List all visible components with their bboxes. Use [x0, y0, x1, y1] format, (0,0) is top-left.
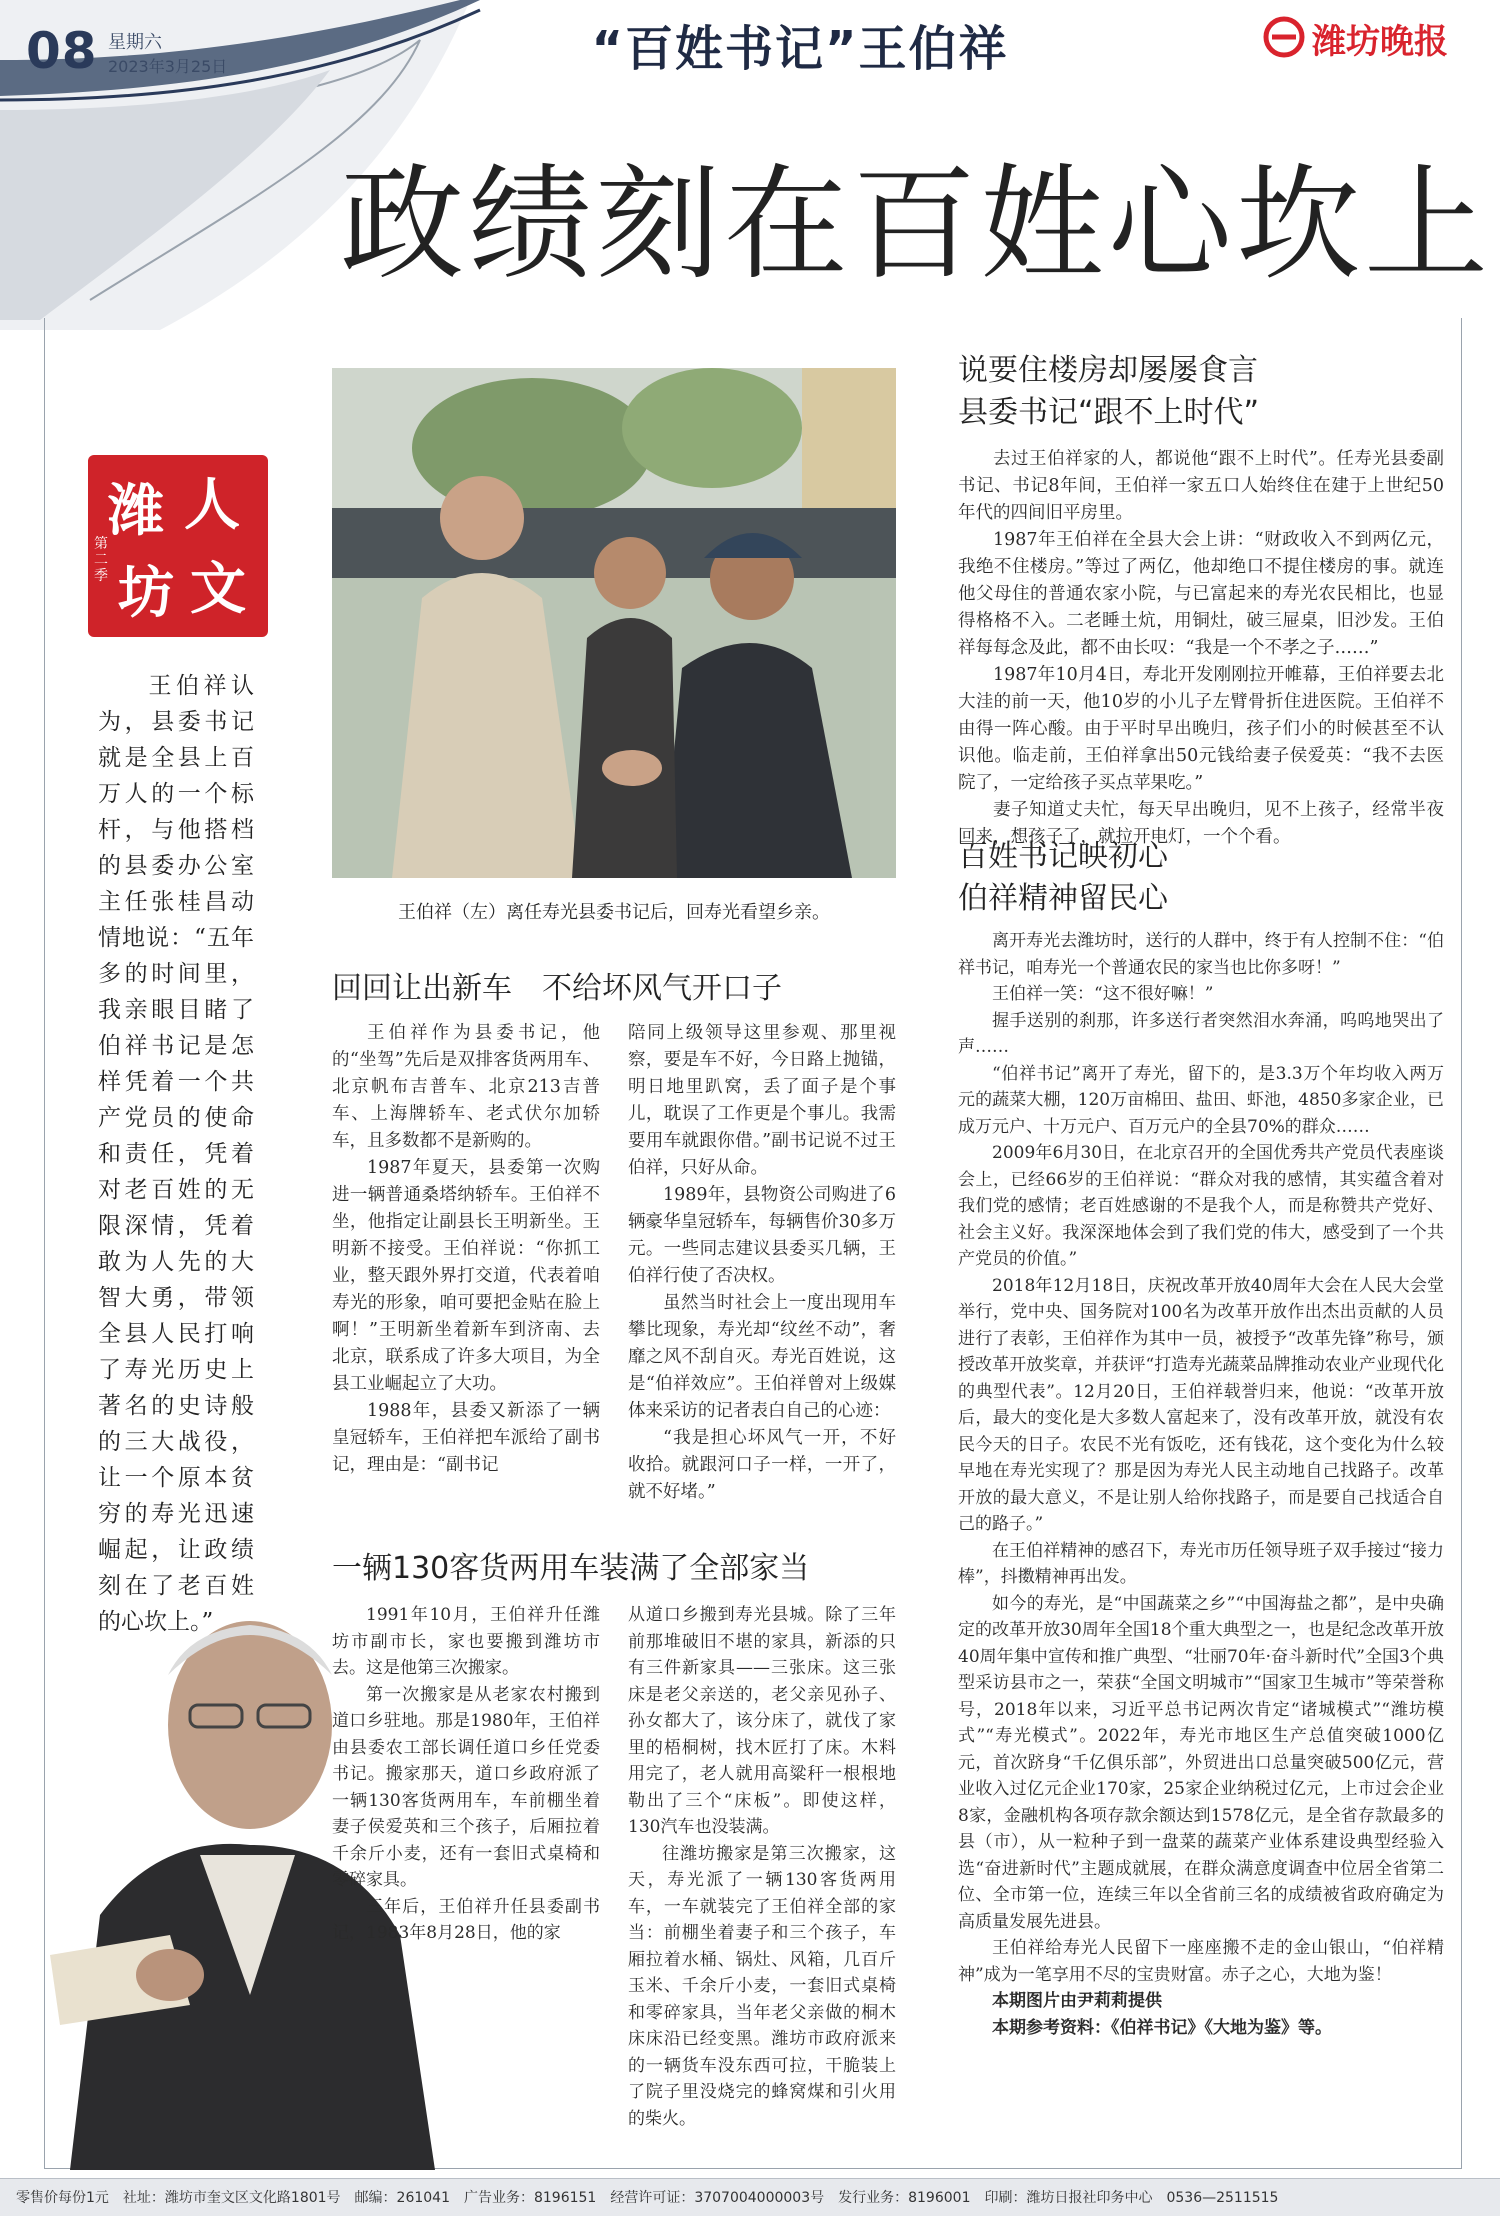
paragraph: “伯祥书记”离开了寿光，留下的，是3.3万个年均收入两万元的蔬菜大棚，120万亩棉田、盐田、虾池，4850多家企业，已成万元户、十万元户、百万元户的全县70%的群众……	[958, 1063, 1444, 1137]
section4-title-line2: 伯祥精神留民心	[958, 881, 1168, 916]
side-quote-text: 王伯祥认为，县委书记就是全县上百万人的一个标杆，与他搭档的县委办公室主任张桂昌动情地说：“五年多的时间里，我亲眼目睹了伯祥书记是怎样凭着一个共产党员的使命和责任，凭着对老百姓的无限深情，凭着敢为人先的大智大勇，带领全县人民打响了寿光历史上著名的史诗般的三大战役，让一个原本贫穷的寿光迅速崛起，让政绩刻在了老百姓的心坎上。”	[98, 673, 254, 1635]
section1-col2	[628, 1020, 896, 1506]
badge-season-label: 第二季	[94, 536, 108, 584]
paragraph: 1988年，县委又新添了一辆皇冠轿车，王伯祥把车派给了副书记，理由是：“副书记	[332, 1401, 600, 1475]
section2-col1	[332, 1602, 600, 1947]
badge-char-4: 文	[190, 556, 246, 622]
paragraph: 在王伯祥精神的感召下，寿光市历任领导班子双手接过“接力棒”，抖擞精神再出发。	[958, 1540, 1444, 1587]
publication-date: 2023年3月25日	[108, 57, 228, 76]
main-photo	[332, 368, 896, 878]
paragraph: 从道口乡搬到寿光县城。除了三年前那堆破旧不堪的家具，新添的只有三件新家具——三张床。这三张床是老父亲送的，老父亲见孙子、孙女都大了，该分床了，就伐了家里的梧桐树，找木匠打了床。木料用完了，老人就用高粱秆一根根地勒出了三个“床板”。即使这样，130汽车也没装满。	[628, 1605, 896, 1837]
paragraph: 如今的寿光，是“中国蔬菜之乡”“中国海盐之都”，是中央确定的改革开放30周年全国18个重大典型之一，也是纪念改革开放40周年集中宣传和推广典型、“壮丽70年·奋斗新时代”全国3个典型采访县市之一，荣获“全国文明城市”“国家卫生城市”等荣誉称号，2018年以来，习近平总书记两次肯定“诸城模式”“潍坊模式”“寿光模式”。2022年，寿光市地区生产总值突破1000亿元，首次跻身“千亿俱乐部”，外贸进出口总量突破500亿元，营业收入过亿元企业170家，25家企业纳税过亿元，上市过会企业8家，金融机构各项存款余额达到1578亿元，是全省存款最多的县（市），从一粒种子到一盘菜的蔬菜产业体系建设典型经验入选“奋进新时代”主题成就展，在群众满意度调查中位居全省第二位、全市第一位，连续三年以全省前三名的成绩被省政府确定为高质量发展先进县。	[958, 1593, 1444, 1932]
paragraph: 1987年10月4日，寿北开发刚刚拉开帷幕，王伯祥要去北大洼的前一天，他10岁的小儿子左臂骨折住进医院。王伯祥不由得一阵心酸。由于平时早出晚归，孩子们小的时候甚至不认识他。临走前，王伯祥拿出50元钱给妻子侯爱英：“我不去医院了，一定给孩子买点苹果吃。”	[958, 665, 1444, 793]
paragraph: 握手送别的刹那，许多送行者突然泪水奔涌，呜呜地哭出了声……	[958, 1010, 1444, 1057]
credits-images: 本期图片由尹莉莉提供	[992, 1991, 1162, 2011]
paragraph: 去过王伯祥家的人，都说他“跟不上时代”。任寿光县委副书记、书记8年间，王伯祥一家五口人始终住在建于上世纪50年代的四间旧平房里。	[958, 449, 1444, 523]
paragraph: 往潍坊搬家是第三次搬家，这天，寿光派了一辆130客货两用车，一车就装完了王伯祥全部的家当：前棚坐着妻子和三个孩子，车厢拉着水桶、锅灶、风箱，几百斤玉米、千余斤小麦，一套旧式桌椅和零碎家具，当年老父亲做的桐木床床沿已经变黑。潍坊市政府派来的一辆货车没东西可拉，干脆装上了院子里没烧完的蜂窝煤和引火用的柴火。	[628, 1843, 896, 2129]
section4-body	[958, 928, 1444, 2041]
paragraph: 离开寿光去潍坊时，送行的人群中，终于有人控制不住：“伯祥书记，咱寿光一个普通农民的家当也比你多呀！”	[958, 931, 1444, 978]
headline: 政绩刻在百姓心坎上	[340, 153, 1493, 297]
paragraph: 陪同上级领导这里参观、那里视察，要是车不好，今日路上抛锚，明日地里趴窝，丢了面子是个事儿，耽误了工作更是个事儿。我需要用车就跟你借。”副书记说不过王伯祥，只好从命。	[628, 1023, 896, 1178]
paragraph: 三年后，王伯祥升任县委副书记，1983年8月28日，他的家	[332, 1896, 600, 1943]
side-quote	[98, 668, 254, 1640]
paper-name: 潍坊晚报	[1312, 22, 1448, 62]
paragraph: 王伯祥给寿光人民留下一座座搬不走的金山银山，“伯祥精神”成为一笔享用不尽的宝贵财富。赤子之心，大地为鉴！	[958, 1938, 1444, 1985]
section4-title-line1: 百姓书记映初心	[958, 839, 1168, 874]
section3-body	[958, 446, 1444, 851]
paragraph: 2018年12月18日，庆祝改革开放40周年大会在人民大会堂举行，党中央、国务院对100名为改革开放作出杰出贡献的人员进行了表彰，王伯祥作为其中一员，被授予“改革先锋”称号，颁授改革开放奖章，并获评“打造寿光蔬菜品牌推动农业产业现代化的典型代表”。12月20日，王伯祥载誉归来，他说：“改革开放后，最大的变化是大多数人富起来了，没有改革开放，就没有农民今天的日子。农民不光有饭吃，还有钱花，这个变化为什么较早地在寿光实现了？那是因为寿光人民主动地自己找路子。改革开放的最大意义，不是让别人给你找路子，而是要自己找适合自己的路子。”	[958, 1275, 1444, 1534]
section3-title-line1: 说要住楼房却屡屡食言	[958, 353, 1258, 388]
paragraph: 虽然当时社会上一度出现用车攀比现象，寿光却“纹丝不动”，奢靡之风不刮自灭。寿光百姓说，这是“伯祥效应”。王伯祥曾对上级媒体来采访的记者表白自己的心迹：	[628, 1293, 896, 1421]
section2-title: 一辆130客货两用车装满了全部家当	[332, 1551, 810, 1586]
badge-char-2: 人	[184, 472, 240, 538]
page-number: 08	[26, 22, 98, 80]
paragraph: 王伯祥一笑：“这不很好嘛！”	[992, 984, 1214, 1004]
section3-title-line2: 县委书记“跟不上时代”	[958, 395, 1260, 430]
paragraph: 1991年10月，王伯祥升任潍坊市副市长，家也要搬到潍坊市去。这是他第三次搬家。	[332, 1605, 600, 1678]
paragraph: 妻子知道丈夫忙，每天早出晚归，见不上孩子，经常半夜回来，想孩子了，就拉开电灯，一个个看。	[958, 800, 1444, 847]
section1-title: 回回让出新车 不给坏风气开口子	[332, 971, 782, 1006]
paragraph: 王伯祥作为县委书记，他的“坐驾”先后是双排客货两用车、北京帆布吉普车、北京213吉普车、上海牌轿车、老式伏尔加轿车，且多数都不是新购的。	[332, 1023, 600, 1151]
paragraph: 1987年王伯祥在全县大会上讲：“财政收入不到两亿元，我绝不住楼房。”等过了两亿，他却绝口不提住楼房的事。就连他父母住的普通农家小院，与已富起来的寿光农民相比，也显得格格不入。二老睡土炕，用铜灶，破三屉桌，旧沙发。王伯祥每每念及此，都不由长叹：“我是一个不孝之子……”	[958, 530, 1444, 658]
paragraph: “我是担心坏风气一开，不好收拾。就跟河口子一样，一开了，就不好堵。”	[628, 1428, 896, 1502]
section2-col2	[628, 1602, 896, 2132]
page-header	[0, 0, 1500, 100]
badge-char-1: 潍	[108, 478, 164, 544]
paragraph: 第一次搬家是从老家农村搬到道口乡驻地。那是1980年，王伯祥由县委农工部长调任道口乡任党委书记。搬家那天，道口乡政府派了一辆130客货两用车，车前棚坐着妻子侯爱英和三个孩子，后厢拉着千余斤小麦，还有一套旧式桌椅和零碎家具。	[332, 1684, 600, 1890]
paragraph: 1987年夏天，县委第一次购进一辆普通桑塔纳轿车。王伯祥不坐，他指定让副县长王明新坐。王明新不接受。王伯祥说：“你抓工业，整天跟外界打交道，代表着咱寿光的形象，咱可要把金贴在脸上啊！”王明新坐着新车到济南、去北京，联系成了许多大项目，为全县工业崛起立了大功。	[332, 1158, 600, 1394]
series-title: “百姓书记”王伯祥	[591, 21, 1009, 77]
footer-info: 零售价每份1元 社址：潍坊市奎文区文化路1801号 邮编：261041 广告业务：8196151 经营许可证：3707004000003号 发行业务：8196001 印刷：潍坊日报社印务中心 0536—2511515	[16, 2190, 1279, 2206]
weekday: 星期六	[108, 32, 162, 53]
credits-references: 本期参考资料：《伯祥书记》《大地为鉴》等。	[992, 2017, 1332, 2038]
section1-col1	[332, 1020, 600, 1479]
main-photo-graphic	[332, 368, 896, 878]
paragraph: 1989年，县物资公司购进了6辆豪华皇冠轿车，每辆售价30多万元。一些同志建议县委买几辆，王伯祥行使了否决权。	[628, 1185, 896, 1286]
badge-char-3: 坊	[118, 560, 174, 626]
photo-caption: 王伯祥（左）离任寿光县委书记后，回寿光看望乡亲。	[398, 902, 830, 923]
paragraph: 2009年6月30日，在北京召开的全国优秀共产党员代表座谈会上，已经66岁的王伯祥说：“群众对我的感情，其实蕴含着对我们党的感情；老百姓感谢的不是我个人，而是称赞共产党好、社会主义好。我深深地体会到了我们党的伟大，感受到了一个共产党员的价值。”	[958, 1143, 1444, 1269]
